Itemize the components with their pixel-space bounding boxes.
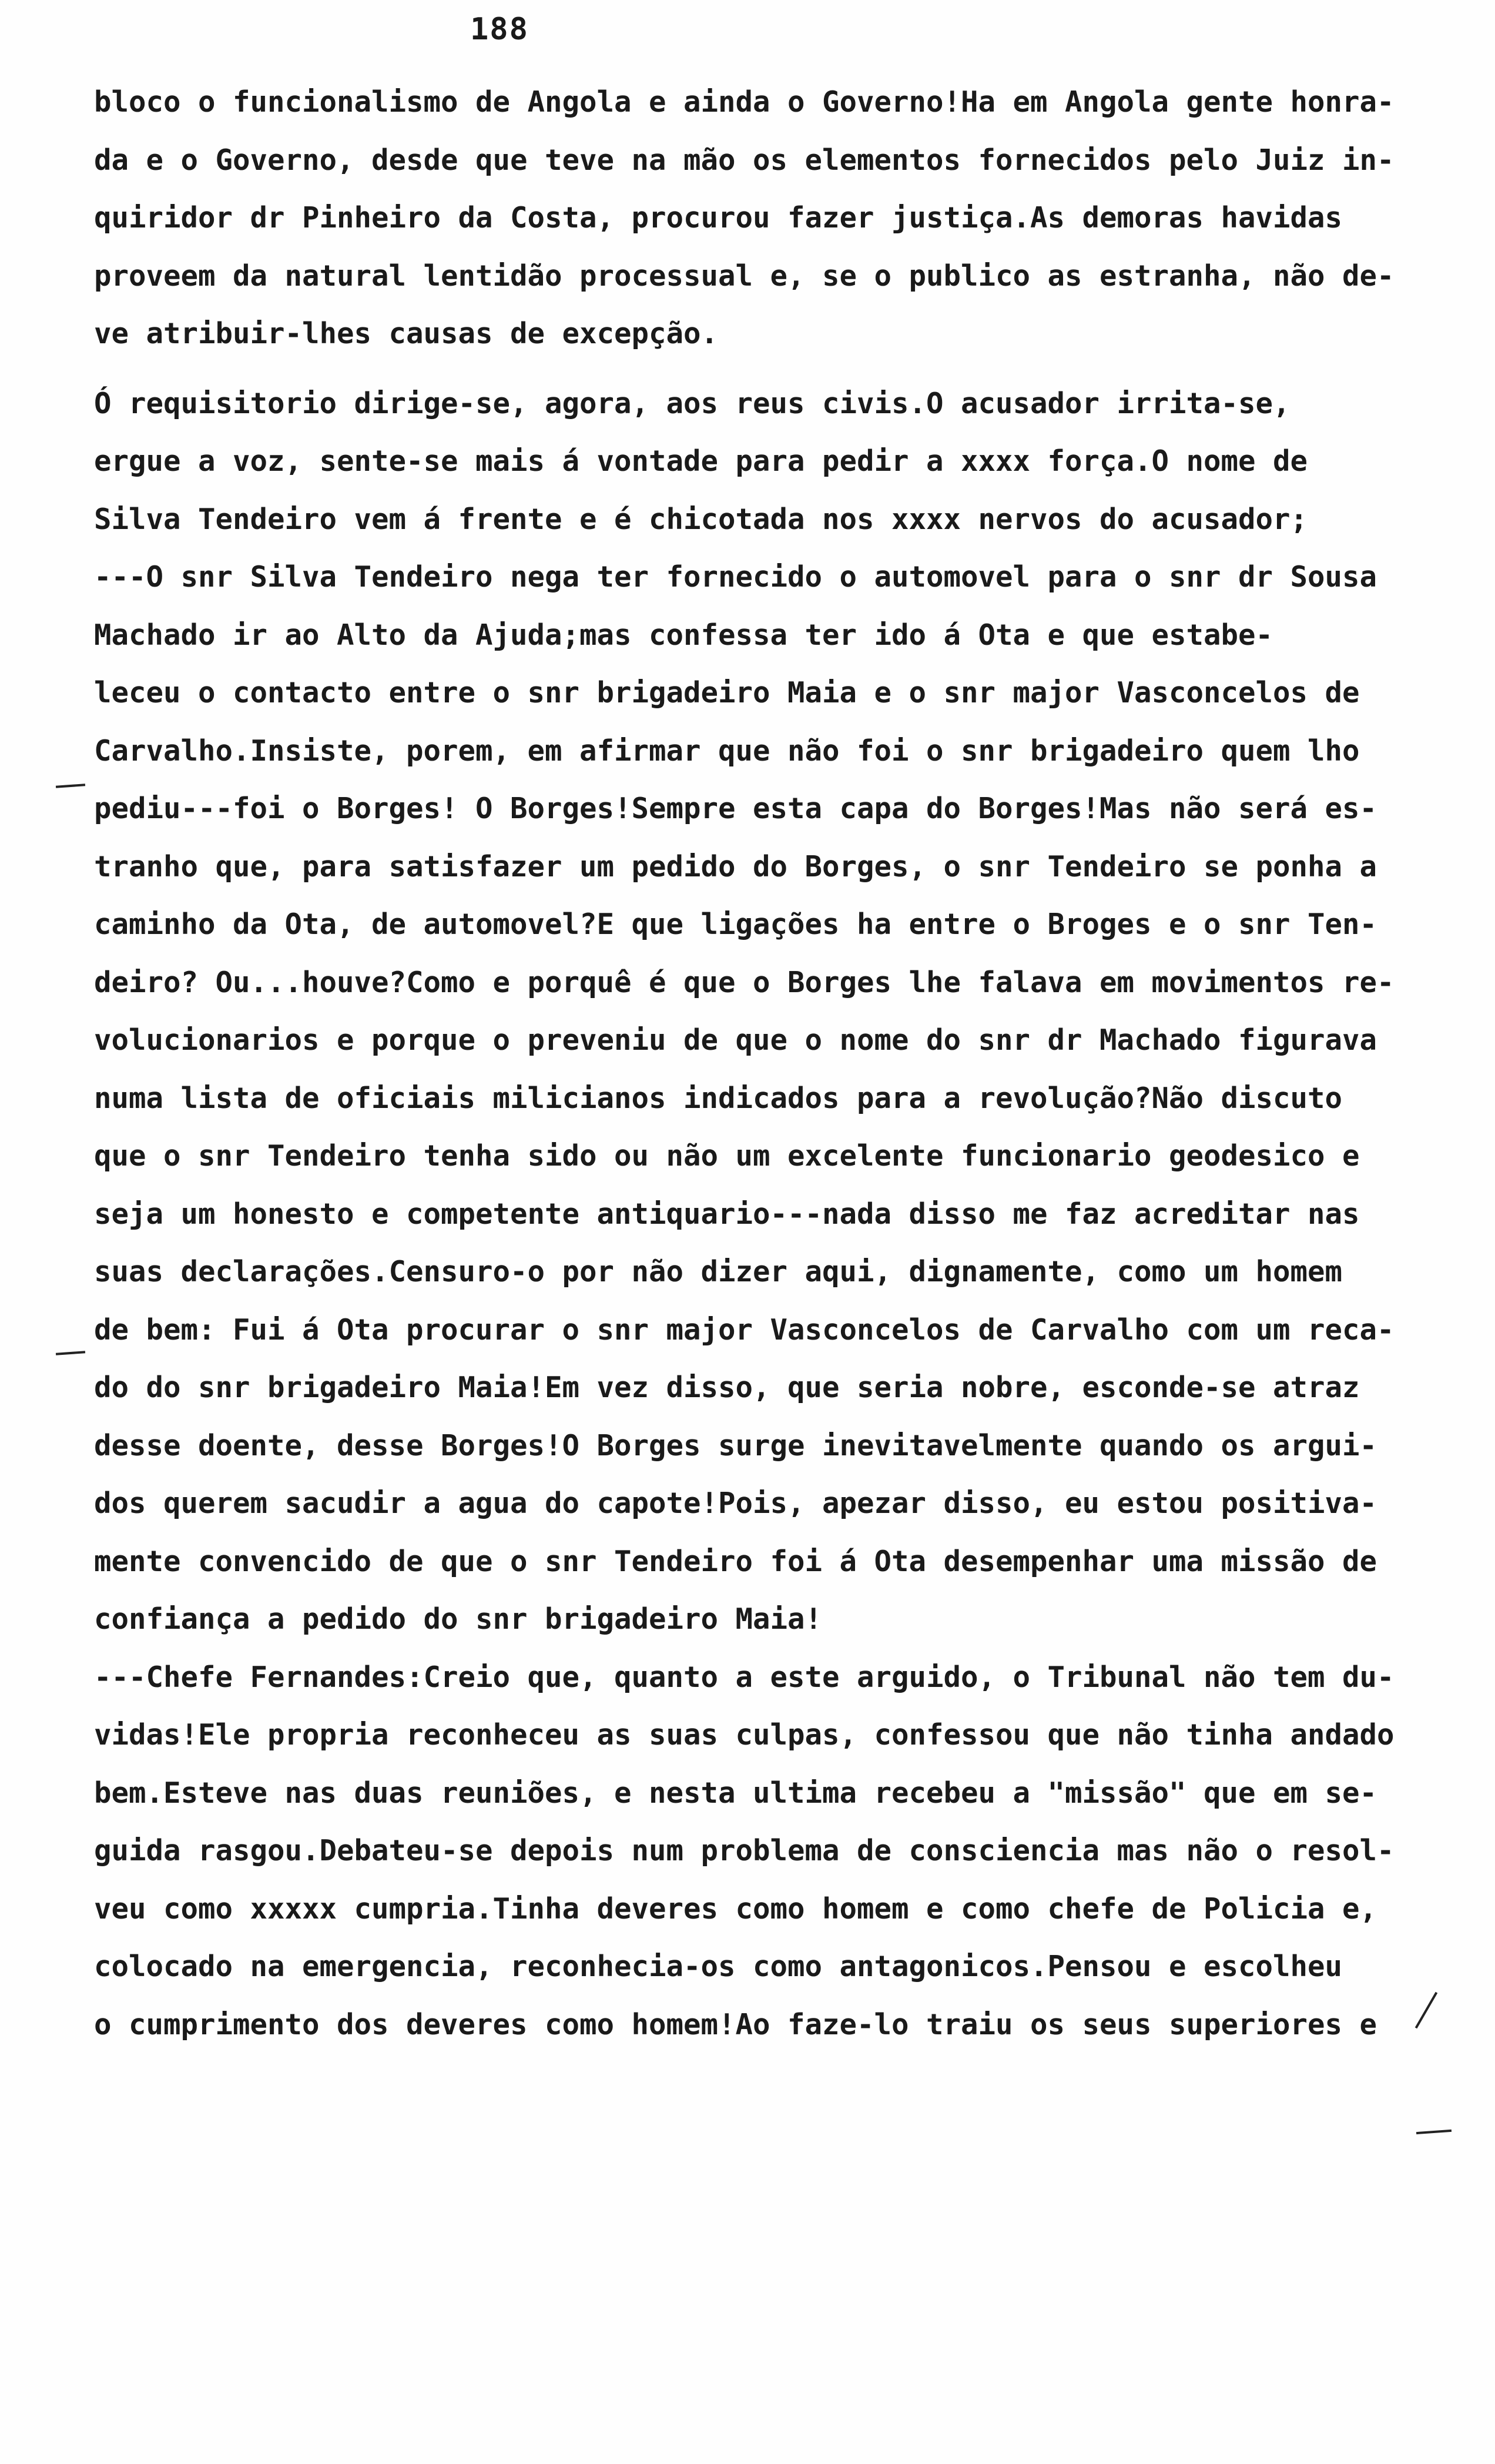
text-line: pediu---foi o Borges! O Borges!Sempre esta capa do Borges!Mas não será es- (94, 792, 1377, 825)
text-line: volucionarios e porque o preveniu de que o nome do snr dr Machado figurava (94, 1023, 1377, 1057)
body-text (94, 73, 1434, 2054)
text-line: do do snr brigadeiro Maia!Em vez disso, que seria nobre, esconde-se atraz (94, 1371, 1360, 1404)
text-line: Silva Tendeiro vem á frente e é chicotada nos xxxx nervos do acusador; (94, 502, 1308, 536)
text-line: quiridor dr Pinheiro da Costa, procurou fazer justiça.As demoras havidas (94, 201, 1343, 235)
text-line: confiança a pedido do snr brigadeiro Maia! (94, 1602, 823, 1636)
page-number: 188 (470, 12, 529, 47)
text-line: dos querem sacudir a agua do capote!Pois, apezar disso, eu estou positiva- (94, 1487, 1377, 1520)
text-line: desse doente, desse Borges!O Borges surge inevitavelmente quando os argui- (94, 1428, 1377, 1462)
margin-dash-mark (56, 784, 85, 788)
margin-dash-mark (56, 1351, 85, 1355)
text-line: guida rasgou.Debateu-se depois num problema de consciencia mas não o resol- (94, 1834, 1395, 1867)
text-line: tranho que, para satisfazer um pedido do Borges, o snr Tendeiro se ponha a (94, 849, 1377, 883)
text-line: o cumprimento dos deveres como homem!Ao faze-lo traiu os seus superiores e (94, 2007, 1377, 2041)
text-line: vidas!Ele propria reconheceu as suas culpas, confessou que não tinha andado (94, 1718, 1395, 1752)
text-line: seja um honesto e competente antiquario---nada disso me faz acreditar nas (94, 1197, 1360, 1231)
text-line: leceu o contacto entre o snr brigadeiro Maia e o snr major Vasconcelos de (94, 676, 1360, 709)
text-line: que o snr Tendeiro tenha sido ou não um excelente funcionario geodesico e (94, 1139, 1360, 1173)
text-line: suas declarações.Censuro-o por não dizer aqui, dignamente, como um homem (94, 1255, 1343, 1288)
text-line: deiro? Ou...houve?Como e porquê é que o Borges lhe falava em movimentos re- (94, 965, 1395, 999)
text-line: mente convencido de que o snr Tendeiro foi á Ota desempenhar uma missão de (94, 1544, 1377, 1578)
text-line: Machado ir ao Alto da Ajuda;mas confessa ter ido á Ota e que estabe- (94, 618, 1273, 652)
text-line: Ó requisitorio dirige-se, agora, aos reus civis.O acusador irrita-se, (94, 386, 1290, 420)
text-line: colocado na emergencia, reconhecia-os como antagonicos.Pensou e escolheu (94, 1950, 1343, 1983)
text-line: numa lista de oficiais milicianos indicados para a revolução?Não discuto (94, 1081, 1343, 1115)
text-line: da e o Governo, desde que teve na mão os elementos fornecidos pelo Juiz in- (94, 143, 1395, 177)
text-line: bloco o funcionalismo de Angola e ainda o Governo!Ha em Angola gente honra- (94, 85, 1395, 119)
text-line: proveem da natural lentidão processual e, se o publico as estranha, não de- (94, 259, 1395, 293)
text-line: veu como xxxxx cumpria.Tinha deveres como homem e como chefe de Policia e, (94, 1891, 1377, 1926)
text-line: Carvalho.Insiste, porem, em afirmar que não foi o snr brigadeiro quem lho (94, 734, 1360, 768)
text-line: bem.Esteve nas duas reuniões, e nesta ultima recebeu a "missão" que em se- (94, 1776, 1377, 1810)
text-line: de bem: Fui á Ota procurar o snr major Vasconcelos de Carvalho com um reca- (94, 1313, 1395, 1347)
margin-dash-mark (1416, 2130, 1452, 2134)
text-line: caminho da Ota, de automovel?E que ligações ha entre o Broges e o snr Ten- (94, 908, 1377, 941)
text-line: ---O snr Silva Tendeiro nega ter fornecido o automovel para o snr dr Sousa (94, 560, 1377, 594)
text-line: ergue a voz, sente-se mais á vontade para pedir a xxxx força.O nome de (94, 444, 1308, 478)
text-line: ve atribuir-lhes causas de excepção. (94, 317, 719, 350)
text-line: ---Chefe Fernandes:Creio que, quanto a este arguido, o Tribunal não tem du- (94, 1660, 1395, 1694)
